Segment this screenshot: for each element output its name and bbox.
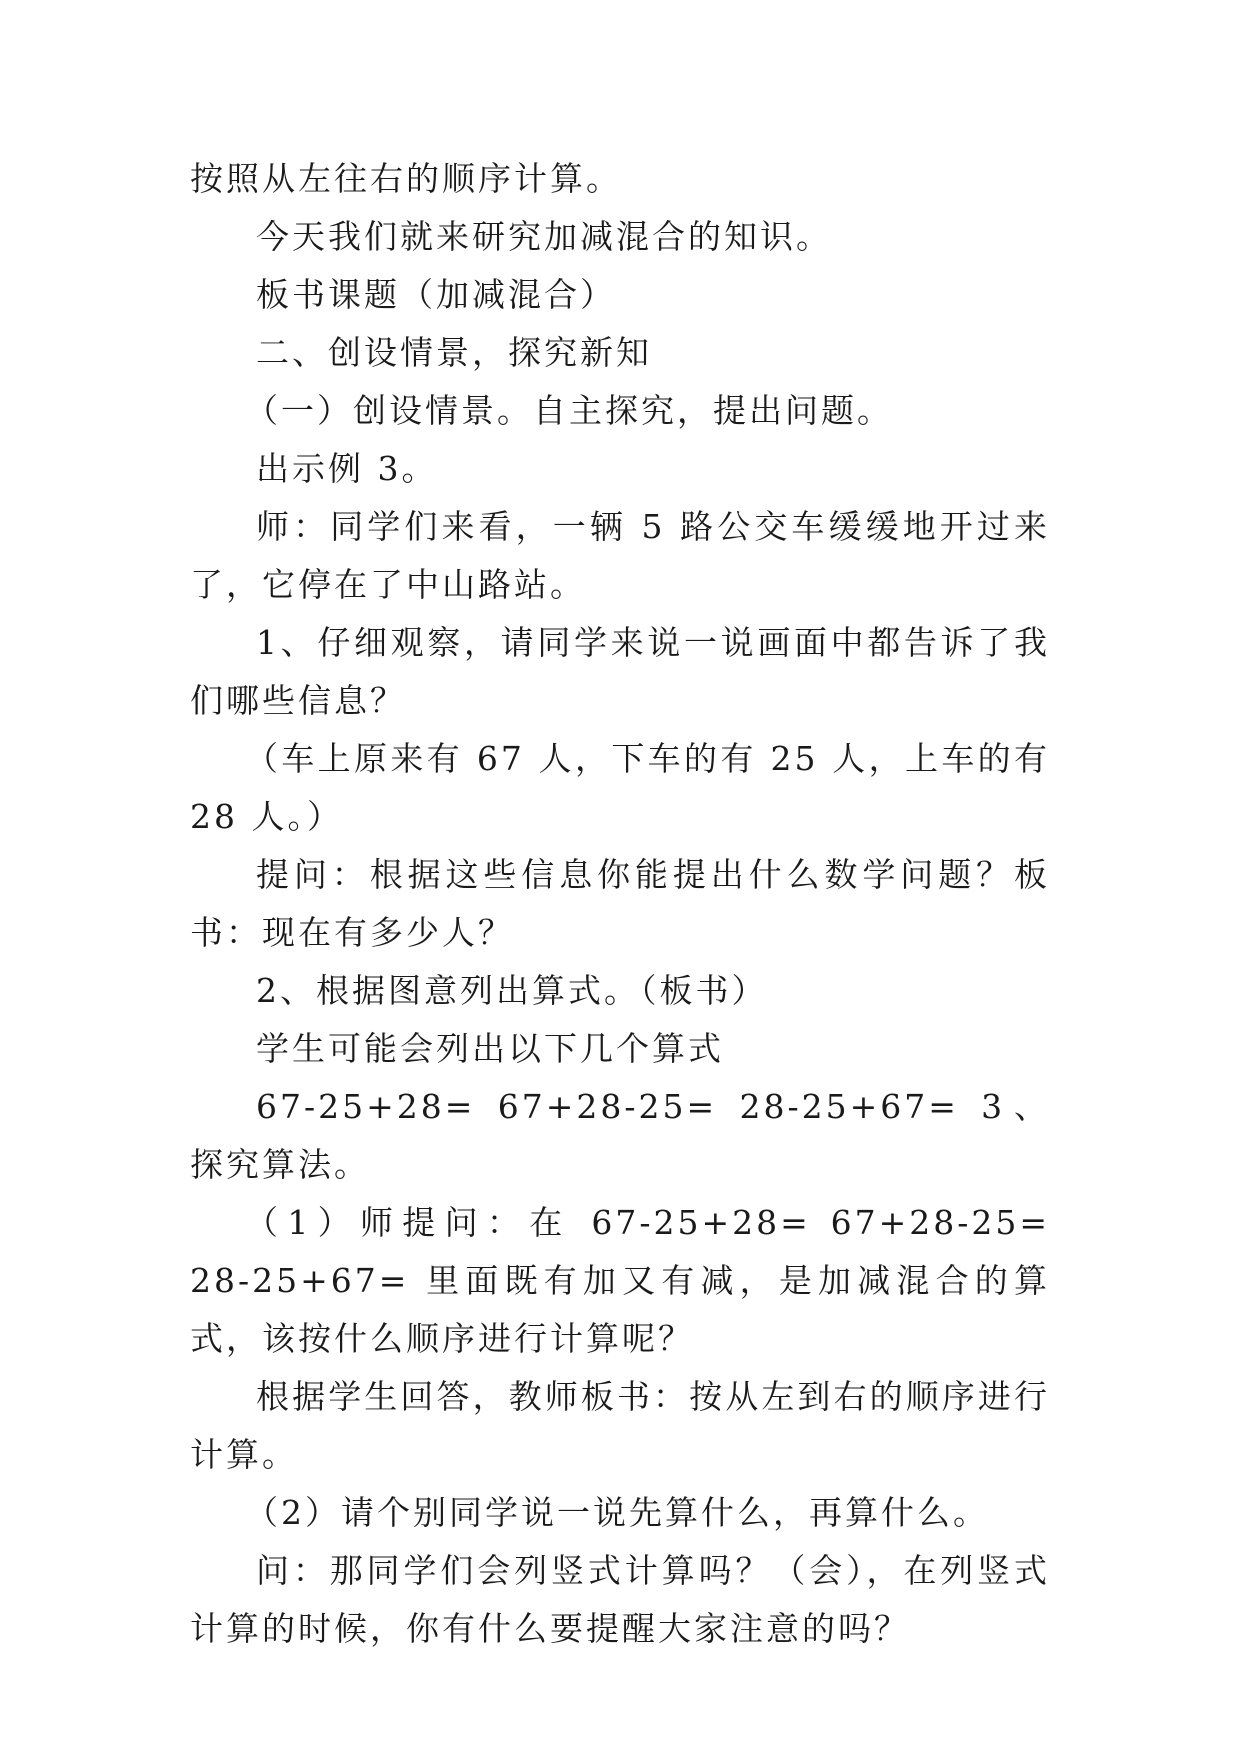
paragraph-step-1: 1、仔细观察，请同学来说一说画面中都告诉了我们哪些信息？ — [190, 623, 1050, 720]
document-page — [190, 150, 1064, 1658]
paragraph-step-3-1: （1）师提问：在 67-25+28= 67+28-25= 28-25+67= 里面既有加又有减，是加减混合的算式，该按什么顺序进行计算呢？ — [190, 1203, 1064, 1358]
subsection-heading-1: （一）创设情景。自主探究，提出问题。 — [245, 391, 893, 430]
paragraph-teacher-intro: 师：同学们来看，一辆 5 路公交车缓缓地开过来了，它停在了中山路站。 — [190, 507, 1050, 604]
paragraph-question: 提问：根据这些信息你能提出什么数学问题？板书：现在有多少人？ — [190, 855, 1050, 952]
paragraph-example: 出示例 3。 — [256, 449, 438, 488]
paragraph-student-equations: 学生可能会列出以下几个算式 — [256, 1029, 724, 1068]
paragraph-step-3-2: （2）请个别同学说一说先算什么，再算什么。 — [245, 1493, 989, 1532]
paragraph-step-2: 2、根据图意列出算式。（板书） — [256, 971, 768, 1010]
paragraph-bus-info: （车上原来有 67 人，下车的有 25 人，上车的有 28 人。） — [190, 739, 1064, 836]
section-heading-2: 二、创设情景，探究新知 — [256, 333, 652, 372]
paragraph-vertical-question: 问：那同学们会列竖式计算吗？（会），在列竖式计算的时候，你有什么要提醒大家注意的吗？ — [190, 1551, 1050, 1648]
paragraph-equations: 67-25+28= 67+28-25= 28-25+67= 3、探究算法。 — [190, 1087, 1050, 1184]
paragraph-board-title: 板书课题（加减混合） — [256, 275, 616, 314]
paragraph-board-answer: 根据学生回答，教师板书：按从左到右的顺序进行计算。 — [190, 1377, 1050, 1474]
paragraph-continuation: 按照从左往右的顺序计算。 — [190, 159, 622, 198]
paragraph-intro: 今天我们就来研究加减混合的知识。 — [256, 217, 832, 256]
